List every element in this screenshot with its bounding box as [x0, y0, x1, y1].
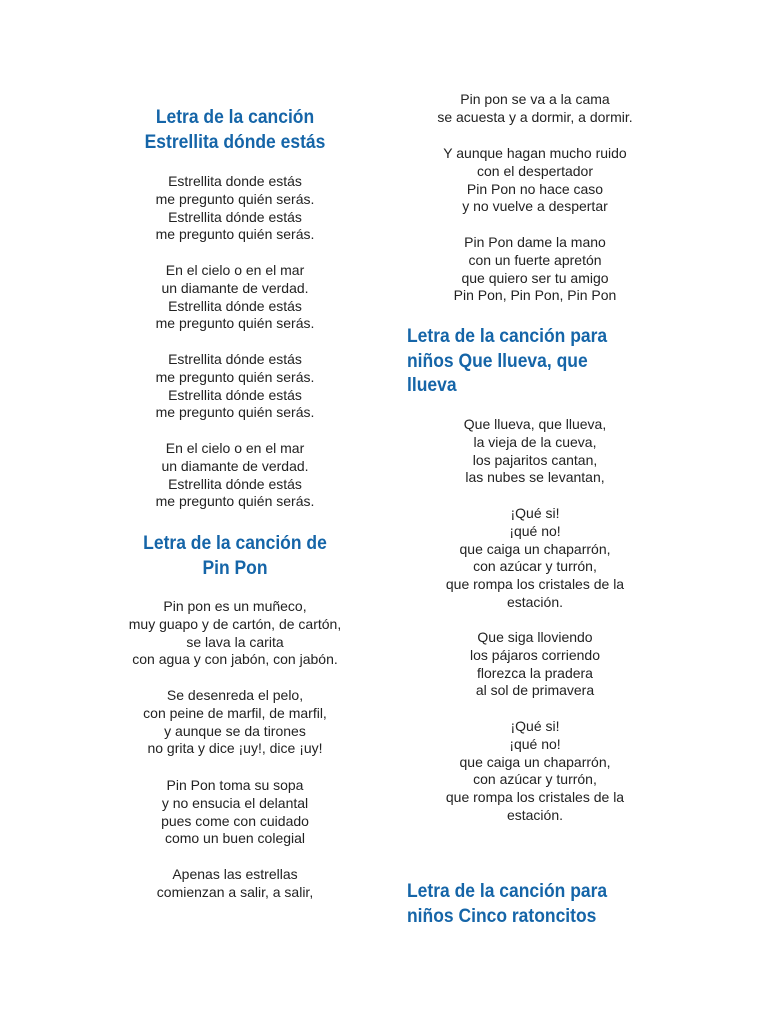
lyric-line: me pregunto quién serás.: [155, 226, 315, 243]
lyric-line: me pregunto quién serás.: [155, 315, 315, 332]
lyric-line: que caiga un chaparrón,: [459, 540, 611, 557]
lyric-line: y aunque se da tirones: [164, 722, 306, 739]
lyric-line: Y aunque hagan mucho ruido: [443, 145, 627, 161]
title-line: niños Que llueva, que: [407, 350, 588, 372]
lyric-line: Estrellita dónde estás: [168, 475, 302, 492]
stanza: [100, 262, 370, 333]
stanza: [395, 145, 675, 216]
lyric-line: estación.: [506, 593, 564, 610]
lyric-line: Pin Pon, Pin Pon, Pin Pon: [453, 287, 617, 304]
stanza: [395, 629, 675, 700]
lyric-line: y no vuelve a despertar: [462, 198, 608, 215]
lyric-line: florezca la pradera: [477, 664, 593, 681]
lyric-line: me pregunto quién serás.: [155, 190, 315, 207]
stanza: [100, 440, 370, 511]
lyric-line: Pin pon se va a la cama: [460, 91, 610, 107]
lyric-line: los pajaritos cantan,: [472, 451, 598, 468]
lyric-line: al sol de primavera: [475, 682, 595, 699]
lyric-line: los pájaros corriendo: [470, 646, 600, 663]
lyric-line: que rompa los cristales de la: [445, 576, 625, 593]
lyric-line: Pin Pon no hace caso: [466, 180, 604, 197]
lyric-line: Que siga lloviendo: [477, 629, 593, 645]
lyric-line: que quiero ser tu amigo: [461, 269, 609, 286]
stanza: [100, 351, 370, 422]
song-title-pin-pon: [111, 532, 359, 581]
lyric-line: con azúcar y turrón,: [473, 558, 597, 575]
stanza: [395, 91, 675, 127]
stanza: [100, 598, 370, 669]
stanza: [395, 718, 675, 825]
lyric-line: Pin pon es un muñeco,: [163, 598, 307, 614]
lyric-line: que caiga un chaparrón,: [459, 753, 611, 770]
lyric-line: Apenas las estrellas: [172, 866, 298, 882]
lyric-line: Que llueva, que llueva,: [463, 416, 607, 432]
lyric-line: En el cielo o en el mar: [165, 440, 305, 456]
lyric-line: un diamante de verdad.: [161, 457, 309, 474]
lyric-line: Estrellita dónde estás: [168, 208, 302, 225]
stanza: [395, 234, 675, 305]
title-line: Letra de la canción: [155, 107, 315, 128]
title-line: llueva: [407, 375, 457, 396]
stanza: [100, 777, 370, 848]
stanza: [100, 173, 370, 244]
lyric-line: Pin Pon toma su sopa: [166, 777, 304, 793]
lyric-line: me pregunto quién serás.: [155, 493, 315, 510]
stanza: [395, 505, 675, 612]
lyric-line: con azúcar y turrón,: [473, 771, 597, 788]
lyric-line: ¡qué no!: [509, 522, 561, 539]
lyric-line: me pregunto quién serás.: [155, 368, 315, 385]
lyric-line: Se desenreda el pelo,: [166, 687, 304, 703]
lyric-line: un diamante de verdad.: [161, 279, 309, 296]
song-title-cinco-ratoncitos: [407, 880, 683, 929]
lyric-line: Estrellita dónde estás: [168, 386, 302, 403]
lyric-line: ¡qué no!: [509, 735, 561, 752]
song-title-estrellita: [111, 106, 359, 155]
title-line: Letra de la canción para: [407, 881, 608, 902]
lyric-line: En el cielo o en el mar: [165, 262, 305, 278]
lyric-line: y no ensucia el delantal: [161, 794, 309, 811]
lyric-line: ¡Qué si!: [510, 718, 560, 734]
lyric-line: no grita y dice ¡uy!, dice ¡uy!: [147, 740, 323, 757]
lyric-line: Estrellita dónde estás: [168, 351, 302, 367]
lyric-line: Estrellita donde estás: [168, 173, 302, 189]
title-line: niños Cinco ratoncitos: [407, 905, 597, 927]
stanza: [100, 866, 370, 902]
stanza: [395, 416, 675, 487]
lyric-line: con el despertador: [477, 162, 593, 179]
lyric-line: Pin Pon dame la mano: [464, 234, 606, 250]
lyric-line: como un buen colegial: [164, 830, 306, 847]
lyric-line: estación.: [506, 806, 564, 823]
lyric-line: la vieja de la cueva,: [473, 433, 597, 450]
lyric-line: con peine de marfil, de marfil,: [143, 704, 327, 721]
lyric-line: ¡Qué si!: [510, 505, 560, 521]
title-line: Letra de la canción de: [143, 533, 327, 554]
lyric-line: se acuesta y a dormir, a dormir.: [437, 108, 633, 125]
stanza: [100, 687, 370, 758]
lyric-line: que rompa los cristales de la: [445, 789, 625, 806]
lyric-line: con un fuerte apretón: [468, 251, 602, 268]
lyric-line: pues come con cuidado: [161, 812, 309, 829]
lyric-line: comienzan a salir, a salir,: [156, 883, 314, 900]
title-line: Letra de la canción para: [407, 326, 608, 347]
lyric-line: con agua y con jabón, con jabón.: [132, 651, 338, 668]
lyric-line: las nubes se levantan,: [465, 469, 605, 486]
title-line: Estrellita dónde estás: [144, 131, 326, 153]
lyric-line: Estrellita dónde estás: [168, 297, 302, 314]
lyric-line: muy guapo y de cartón, de cartón,: [128, 615, 342, 632]
song-title-que-llueva: [407, 325, 683, 399]
lyric-line: se lava la carita: [186, 633, 284, 650]
title-line: Pin Pon: [202, 557, 268, 579]
lyric-line: me pregunto quién serás.: [155, 404, 315, 421]
